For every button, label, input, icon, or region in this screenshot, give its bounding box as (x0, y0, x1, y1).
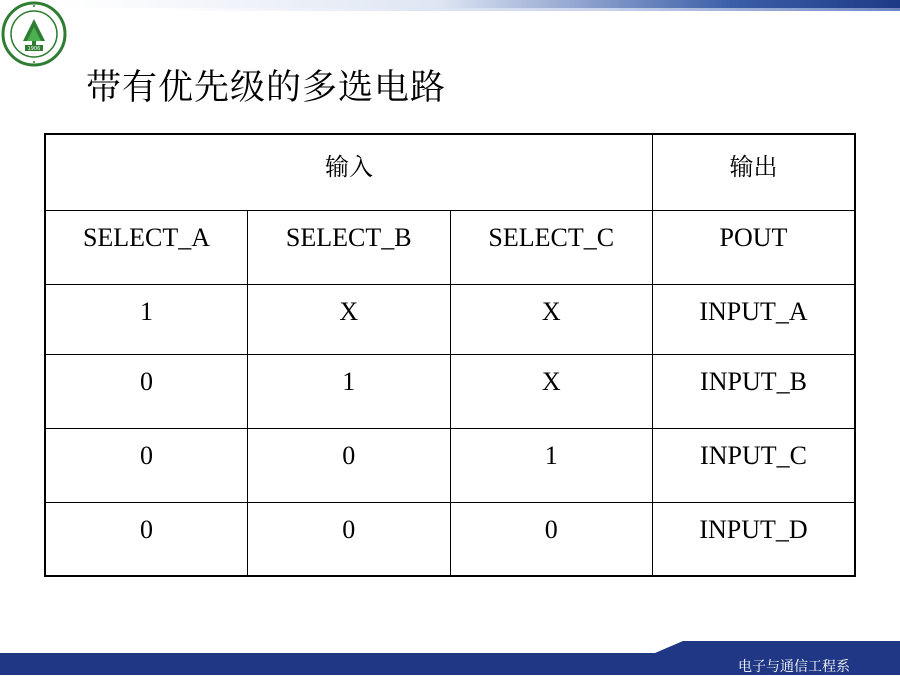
table-cell: X (248, 284, 451, 354)
table-cell: INPUT_A (653, 284, 856, 354)
table-cell: 0 (45, 428, 248, 502)
table-cell: 1 (450, 428, 653, 502)
logo-year: 1906 (27, 46, 41, 52)
table-cell: X (450, 284, 653, 354)
table-row (45, 428, 855, 502)
table-cell: 0 (248, 428, 451, 502)
table-cell: INPUT_B (653, 354, 856, 428)
university-logo (1, 1, 67, 67)
table-cell: 1 (248, 354, 451, 428)
table-row (45, 502, 855, 576)
header-gradient-line (160, 8, 900, 11)
university-seal-icon (1, 1, 67, 67)
table-cell: 0 (45, 502, 248, 576)
table-cell: 1 (45, 284, 248, 354)
table-cell: 0 (248, 502, 451, 576)
column-header: POUT (653, 210, 856, 284)
column-header: SELECT_A (45, 210, 248, 284)
table-cell: INPUT_C (653, 428, 856, 502)
column-header: SELECT_C (450, 210, 653, 284)
table-row (45, 284, 855, 354)
output-group-header: 输出 (653, 134, 856, 210)
table-cell: 0 (45, 354, 248, 428)
header-gradient-band (60, 0, 900, 8)
truth-table (44, 133, 856, 577)
slide-title: 带有优先级的多选电路 (86, 68, 447, 108)
table-cell: X (450, 354, 653, 428)
table-column-header-row (45, 210, 855, 284)
table-cell: 0 (450, 502, 653, 576)
table-row (45, 354, 855, 428)
column-header: SELECT_B (248, 210, 451, 284)
footer-tab (655, 641, 900, 653)
department-label: 电子与通信工程系 (738, 659, 850, 675)
table-cell: INPUT_D (653, 502, 856, 576)
inputs-group-header: 输入 (45, 134, 653, 210)
table-group-header-row (45, 134, 855, 210)
